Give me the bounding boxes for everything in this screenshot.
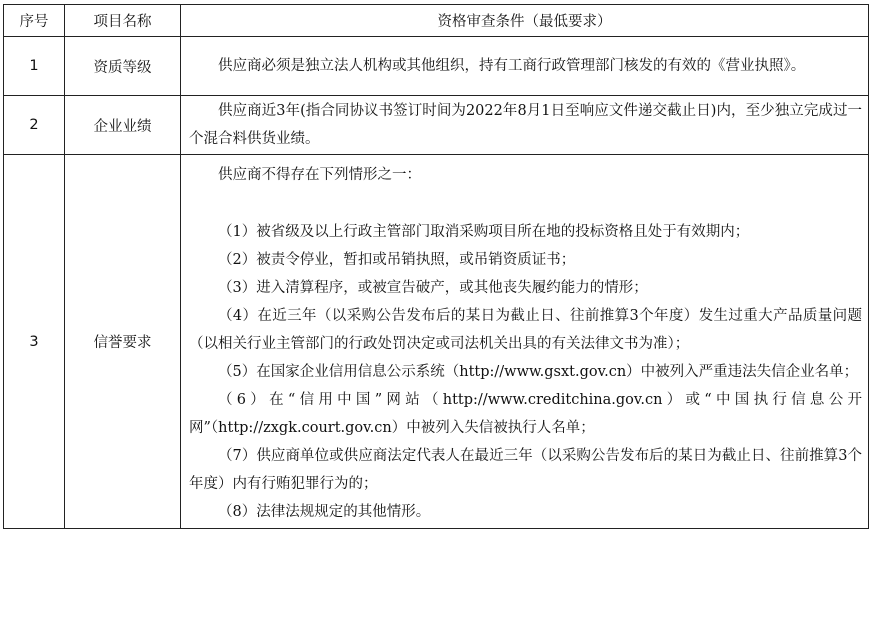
condition-text: 供应商必须是独立法人机构或其他组织，持有工商行政管理部门核发的有效的《营业执照》。	[218, 58, 806, 74]
condition-item: （6）在“信用中国”网站（http://www.creditchina.gov.cn）或“中国执行信息公开网”（http://zxgk.court.gov.cn）中被列入失信被执行人名单；	[189, 392, 862, 436]
row-item-name: 企业业绩	[65, 96, 181, 155]
condition-item: （4）在近三年（以采购公告发布后的某日为截止日、往前推算3个年度）发生过重大产品质量问题（以相关行业主管部门的行政处罚决定或司法机关出具的有关法律文书为准）；	[189, 308, 862, 352]
row-condition	[181, 155, 869, 529]
condition-text: 供应商近3年(指合同协议书签订时间为2022年8月1日至响应文件递交截止日)内，至少独立完成过一个混合料供货业绩。	[189, 103, 862, 147]
table-row	[4, 155, 869, 529]
header-no: 序号	[4, 5, 65, 37]
row-no: 1	[4, 37, 65, 96]
condition-item: （5）在国家企业信用信息公示系统（http://www.gsxt.gov.cn）中被列入严重违法失信企业名单；	[218, 364, 859, 380]
condition-intro: 供应商不得存在下列情形之一：	[218, 167, 421, 183]
condition-item: （3）进入清算程序，或被宣告破产，或其他丧失履约能力的情形；	[218, 280, 648, 296]
spacer	[189, 189, 862, 218]
header-condition: 资格审查条件（最低要求）	[181, 5, 869, 37]
table-header-row	[4, 5, 869, 37]
condition-item: （2）被责令停业，暂扣或吊销执照，或吊销资质证书；	[218, 252, 576, 268]
row-condition	[181, 96, 869, 155]
condition-item: （8）法律法规规定的其他情形。	[218, 504, 431, 520]
table-row	[4, 37, 869, 96]
header-item-name: 项目名称	[65, 5, 181, 37]
row-condition	[181, 37, 869, 96]
row-no: 2	[4, 96, 65, 155]
row-no: 3	[4, 155, 65, 529]
condition-item: （1）被省级及以上行政主管部门取消采购项目所在地的投标资格且处于有效期内；	[218, 224, 750, 240]
qualification-table	[3, 4, 869, 529]
row-item-name: 信誉要求	[65, 155, 181, 529]
row-item-name: 资质等级	[65, 37, 181, 96]
condition-item: （7）供应商单位或供应商法定代表人在最近三年（以采购公告发布后的某日为截止日、往前推算3个年度）内有行贿犯罪行为的；	[189, 448, 862, 492]
table-row	[4, 96, 869, 155]
